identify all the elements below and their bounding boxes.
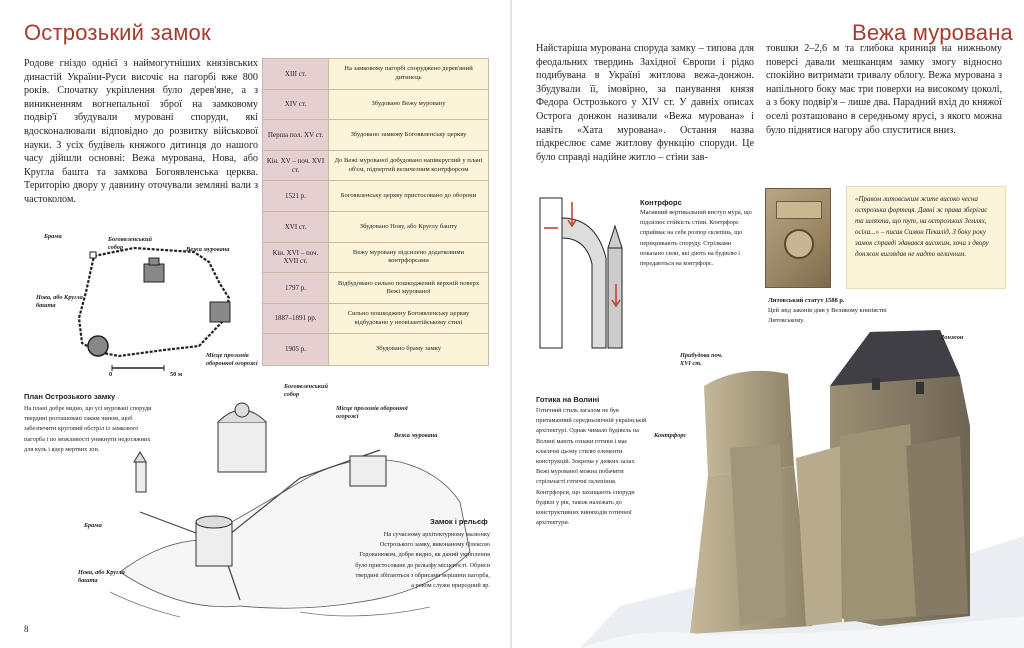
timeline-row xyxy=(263,243,488,274)
relief-label-church: Богоявленський собор xyxy=(284,383,328,398)
timeline-event: Збудовано замкову Богоявленську церкву xyxy=(329,120,488,150)
timeline-event: Сильно пошкоджену Богоявленську церкву відбудовано у неовізантійському стилі xyxy=(329,304,488,334)
relief-caption-text: На сучасному архітектурному малюнку Острозького замку, виконаному Олексою Годованюком, добре видно, як даний укріплення було пристосоване до рельєфу місцевості. Обриси твердині збігаються з обрисами вершини пагорба, а роком служи природний яр. xyxy=(355,531,490,590)
relief-caption-title: Замок і рельєф xyxy=(430,517,488,526)
timeline-event: Збудовано Нову, або Круглу башту xyxy=(329,212,488,242)
timeline-row xyxy=(263,304,488,335)
timeline-row xyxy=(263,59,488,90)
plan-caption-text: На плані добре видно, що усі муровані споруди твердині розташовані таким чином, щоб забезпечити круговий обстріл із замкового пагорба і по можливості уникнути недосяжних для куль і ядер мертвих зон. xyxy=(24,405,152,453)
gothic-caption-text: Готичний стиль загалом не був притаманний середньовічній українській архітектурі. Однак чимало будівель на Волині мають ознаки готики і має класичні цьому стилю елементи конструкцій. Зокрема у деяких залах Вежі мурованої можна побачити стрільчасті готичні склепіння. Контрфорси, що захищають споруди будівлі у рік, також належать до конструктивних виняходів готичної архітектури. xyxy=(536,407,647,527)
timeline-date: XIII ст. xyxy=(263,59,329,89)
plan-label-church: Богоявленський собор xyxy=(108,236,152,251)
timeline-event: Збудовано браму замку xyxy=(329,334,488,365)
timeline-date: 1521 р. xyxy=(263,181,329,211)
timeline-date: XIV ст. xyxy=(263,90,329,120)
timeline-date: Кін. XV – поч. XVI ст. xyxy=(263,151,329,181)
scale-end: 50 м xyxy=(170,371,183,378)
gothic-caption-title: Готика на Волині xyxy=(536,395,600,404)
timeline-date: 1905 р. xyxy=(263,334,329,365)
book-caption-text: Цей звід законів діяв у Великому князівстві Литовському. xyxy=(768,307,887,324)
timeline-date: 1797 р. xyxy=(263,273,329,303)
plan-label-gate: Брама xyxy=(44,233,62,240)
timeline-event: Збудовано Вежу муровану xyxy=(329,90,488,120)
plan-label-breach: Місце проломів оборонної огорожі xyxy=(206,352,258,367)
page-number-left: 8 xyxy=(24,624,29,634)
book-caption-title: Литовський статут 1588 р. xyxy=(768,297,845,304)
timeline-row xyxy=(263,181,488,212)
relief-label-round-tower: Нова, або Кругла башта xyxy=(78,569,125,584)
timeline-table xyxy=(262,58,489,366)
timeline-event: Богоявленську церкву пристосовано до оборони xyxy=(329,181,488,211)
timeline-row xyxy=(263,90,488,121)
timeline-row xyxy=(263,120,488,151)
timeline-event: До Вежі мурованої добудовано напівкруглий у плані об'єм, підпертий величезним контрфорсом xyxy=(329,151,488,181)
plan-caption-title: План Острозького замку xyxy=(24,392,116,401)
castle-relief-drawing xyxy=(100,392,480,628)
timeline-row xyxy=(263,151,488,182)
timeline-date: XVI ст. xyxy=(263,212,329,242)
page-title-ostroh-castle: Острозький замок xyxy=(24,20,211,45)
timeline-date: Перша пол. XV ст. xyxy=(263,120,329,150)
plan-label-tower: Вежа мурована xyxy=(186,246,230,253)
intro-paragraph: Родове гніздо однієї з наймогутніших князівських династій України-Руси височіє на пагорбі вже 800 років. Спочатку укріплення було дерев'яне, а з виникненням вогнепальної зброї на замковому подвір'ї збудували муровані споруди, які вдосконалювали відповідно до розвитку військової науки. З усіх будівель княжого дитинця до нашого часу дійшли основні: Вежа мурована, Нова, або Кругла башта та замкова Богоявленська церква. Територію двору у давнину оточували земляні вали з частоколом. xyxy=(24,58,258,205)
timeline-event: Відбудовано сильно пошкоджений верхній поверх Вежі мурованої xyxy=(329,273,488,303)
buttress-caption-title: Контрфорс xyxy=(640,198,682,207)
book-caption xyxy=(768,296,908,326)
plan-label-round-tower: Нова, або Кругла башта xyxy=(36,294,83,309)
timeline-row xyxy=(263,212,488,243)
masonry-tower-photo xyxy=(580,326,1024,648)
page-title-masonry-tower: Вежа мурована xyxy=(852,20,1013,45)
timeline-event: Вежу муровану підсилено додатковими контрфорсами xyxy=(329,243,488,273)
tower-text-column-2: товшки 2–2,6 м та глибока криниця на нижньому поверсі давали мешканцям замку змогу відносно спокійно витримати тривалу облогу. Вежа мурована з напільного боку має три поверхи на високому цоколі, а з боку подвір'я – лише два. Парадний вхід до княжої оселі розташовано в середньому ярусі, з якого можна було піднятися нагору або спуститися вниз. xyxy=(766,43,1002,136)
buttress-caption-text: Масивний вертикальний виступ мура, що підсилює стійкість стіни. Контрфорс сприймає на себе розпор склепінь, що перекривають споруду. Стрілками показано сили, які діють на будівлю і передаються на контрфорс. xyxy=(640,209,752,268)
lithuanian-statute-book-image xyxy=(765,188,831,288)
photo-label-donjon: Донжон xyxy=(940,334,964,341)
timeline-row xyxy=(263,273,488,304)
relief-label-tower: Вежа мурована xyxy=(394,432,438,439)
scale-zero: 0 xyxy=(109,371,113,378)
timeline-event: На замковому пагорбі споруджено дерев'яний дитинець xyxy=(329,59,488,89)
photo-label-buttress: Контрфорс xyxy=(654,432,687,439)
timeline-row xyxy=(263,334,488,365)
tower-text-column-1: Найстаріша мурована споруда замку – типова для феодальних твердинь Західної Європи і рідко подибувана в Україні житлова вежа-донжон. Збудували її, імовірно, за панування князя Федора Острозького у XIV ст. У давніх описах Острога донжон називали «Вежа мурована» і навіть «Хата мурована». Остання назва підкреслює саме житлову функцію споруди. Це було справді надійне житло – стіни зав- xyxy=(536,43,754,163)
timeline-date: 1887–1891 рр. xyxy=(263,304,329,334)
timeline-date: Кін. XVI – поч. XVII ст. xyxy=(263,243,329,273)
relief-label-breach: Місце проломів оборонної огорожі xyxy=(336,405,408,420)
photo-label-annex: Прибудова поч. XVI ст. xyxy=(680,352,723,367)
relief-label-gate: Брама xyxy=(84,522,102,529)
quote-box: «Правом литовським жите високо чесна острозька фортеця. Давні ж права зберігає та шляхта, що тут, на острозьких Землях, осіла...» – писав Симон Пекалід. З боку року замок справді здавався високим, хоча з двору донжон виглядав не надто величним. xyxy=(846,186,1006,289)
